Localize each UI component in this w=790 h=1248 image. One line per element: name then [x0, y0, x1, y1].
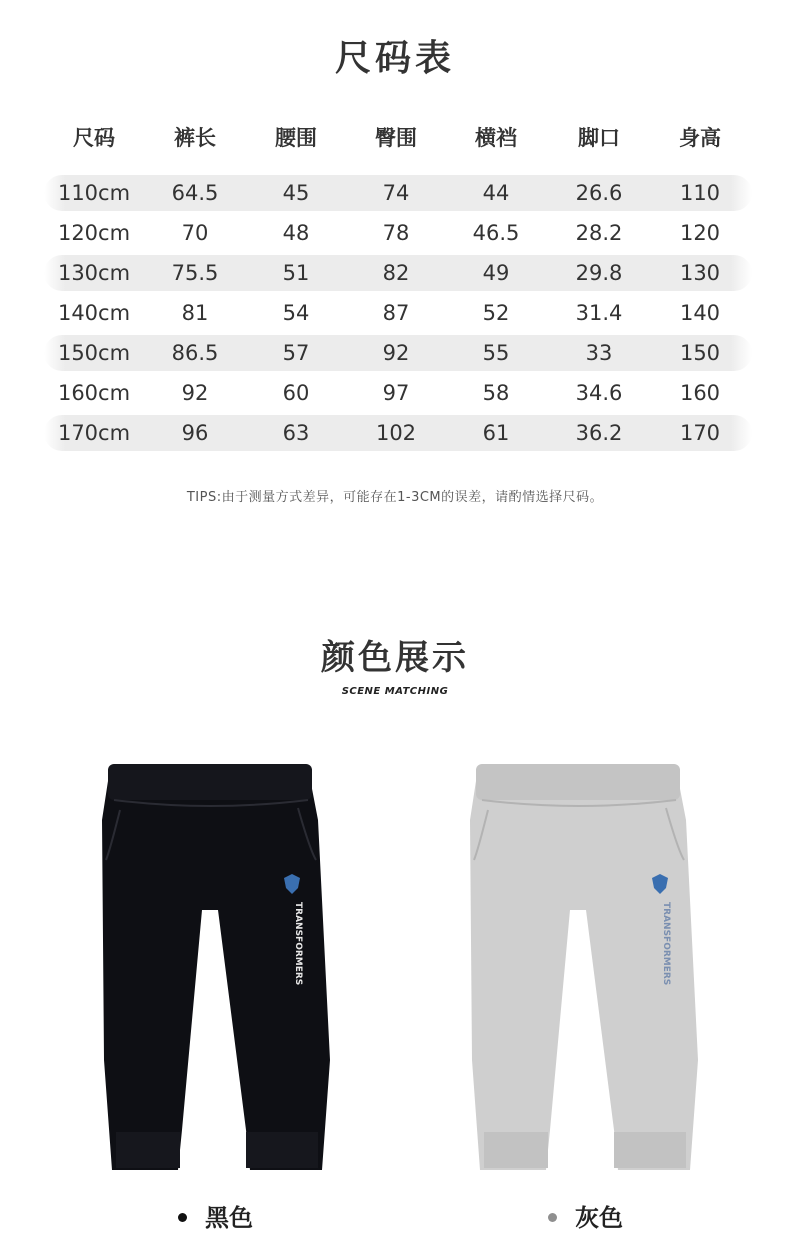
table-cell: 75.5 [171, 261, 219, 285]
table-cell: 49 [482, 261, 510, 285]
table-cell: 92 [382, 341, 410, 365]
table-row [44, 295, 752, 331]
table-cell: 31.4 [575, 301, 623, 325]
size-chart-title: 尺码表 [334, 38, 455, 79]
header-cell: 裤长 [174, 126, 216, 150]
table-cell: 110 [679, 181, 721, 205]
table-cell: 34.6 [575, 381, 623, 405]
header-cell: 身高 [679, 126, 721, 150]
table-cell: 70 [181, 221, 209, 245]
header-cell: 腰围 [275, 126, 317, 150]
table-row [44, 255, 752, 291]
header-cell: 臀围 [375, 126, 417, 150]
table-cell: 44 [482, 181, 510, 205]
table-cell: 96 [181, 421, 209, 445]
table-cell: 140cm [57, 301, 131, 325]
table-cell: 48 [282, 221, 310, 245]
table-cell: 51 [282, 261, 310, 285]
table-cell: 92 [181, 381, 209, 405]
table-cell: 57 [282, 341, 310, 365]
table-cell: 54 [282, 301, 310, 325]
table-cell: 63 [282, 421, 310, 445]
header-cell: 横裆 [475, 126, 517, 150]
table-cell: 55 [482, 341, 510, 365]
table-row [44, 415, 752, 451]
transformers-logo-text: TRANSFORMERS [293, 902, 303, 986]
table-cell: 130cm [57, 261, 131, 285]
table-cell: 120cm [57, 221, 131, 245]
transformers-logo-text: TRANSFORMERS [661, 902, 671, 986]
table-cell: 102 [375, 421, 417, 445]
header-cell: 脚口 [578, 126, 620, 150]
table-cell: 130 [679, 261, 721, 285]
table-row [44, 175, 752, 211]
table-cell: 150 [679, 341, 721, 365]
colors-section-subtitle: SCENE MATCHING [341, 686, 449, 697]
color-label: 黑色 [205, 1204, 253, 1232]
table-cell: 97 [382, 381, 410, 405]
color-legend-gray [548, 1200, 623, 1236]
table-cell: 74 [382, 181, 410, 205]
table-cell: 150cm [57, 341, 131, 365]
black-pants-image [90, 760, 340, 1180]
table-row [44, 215, 752, 251]
table-cell: 45 [282, 181, 310, 205]
tips-note: TIPS:由于测量方式差异，可能存在1-3CM的误差，请酌情选择尺码。 [186, 490, 604, 505]
header-cell: 尺码 [73, 126, 115, 150]
table-cell: 60 [282, 381, 310, 405]
table-cell: 170cm [57, 421, 131, 445]
table-cell: 52 [482, 301, 510, 325]
table-cell: 46.5 [472, 221, 520, 245]
table-row [44, 375, 752, 411]
color-dot-gray [548, 1213, 557, 1222]
table-row [44, 335, 752, 371]
size-table-header [44, 120, 752, 156]
table-cell: 26.6 [575, 181, 623, 205]
table-cell: 36.2 [575, 421, 623, 445]
color-dot-black [178, 1213, 187, 1222]
table-cell: 110cm [57, 181, 131, 205]
table-cell: 58 [482, 381, 510, 405]
table-cell: 160 [679, 381, 721, 405]
table-cell: 86.5 [171, 341, 219, 365]
table-cell: 81 [181, 301, 209, 325]
gray-pants-image [458, 760, 708, 1180]
table-cell: 78 [382, 221, 410, 245]
table-cell: 87 [382, 301, 410, 325]
table-cell: 140 [679, 301, 721, 325]
table-cell: 64.5 [171, 181, 219, 205]
color-legend-black [178, 1200, 253, 1236]
table-cell: 29.8 [575, 261, 623, 285]
table-cell: 28.2 [575, 221, 623, 245]
colors-section-title: 颜色展示 [321, 638, 469, 678]
table-cell: 170 [679, 421, 721, 445]
table-cell: 61 [482, 421, 510, 445]
table-cell: 160cm [57, 381, 131, 405]
table-cell: 120 [679, 221, 721, 245]
color-label: 灰色 [575, 1204, 623, 1232]
table-cell: 33 [585, 341, 613, 365]
table-cell: 82 [382, 261, 410, 285]
